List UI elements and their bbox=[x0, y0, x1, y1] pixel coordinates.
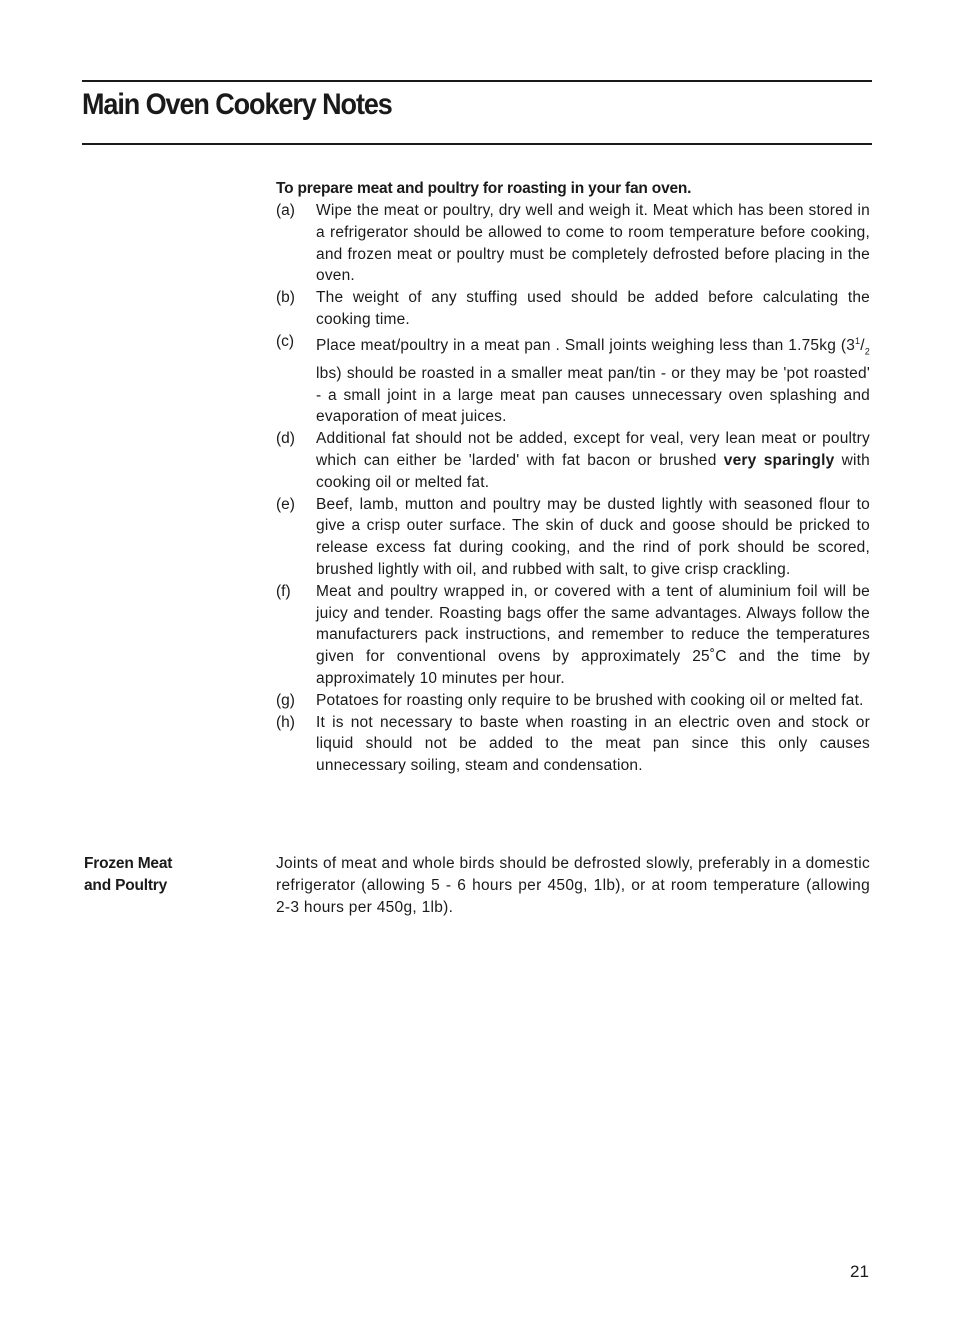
note-text-after: lbs) should be roasted in a smaller meat pan/tin - or they may be 'pot roasted' - a small joint in a large meat pan causes unnecessary oven splashing and evaporation of meat juices. bbox=[316, 364, 870, 426]
note-marker: (h) bbox=[276, 713, 295, 731]
frozen-label-line1: Frozen Meat bbox=[84, 855, 173, 872]
note-marker: (b) bbox=[276, 289, 295, 307]
roasting-notes-list bbox=[276, 200, 870, 777]
note-text: It is not necessary to baste when roasting in an electric oven and stock or liquid should not be added to the meat pan since this only causes unnecessary soiling, steam and condensation. bbox=[316, 713, 870, 775]
fraction-denominator: 2 bbox=[864, 346, 870, 357]
note-text: The weight of any stuffing used should be added before calculating the cooking time. bbox=[316, 289, 870, 328]
page-title: Main Oven Cookery Notes bbox=[82, 88, 392, 121]
note-marker: (c) bbox=[276, 332, 295, 350]
note-e bbox=[276, 494, 870, 581]
note-text: Meat and poultry wrapped in, or covered with a tent of aluminium foil will be juicy and tender. Roasting bags offer the same advantages. Always follow the manufacturers pack instructions, and remember to reduce the temperatures given for conventional ovens by approximately 25˚C and the time by approximately 10 minutes per hour. bbox=[316, 582, 870, 687]
note-a bbox=[276, 200, 870, 287]
note-h bbox=[276, 712, 870, 777]
note-text-before: Place meat/poultry in a meat pan . Small joints weighing less than 1.75kg (3 bbox=[316, 336, 856, 354]
note-b bbox=[276, 287, 870, 331]
fraction-slash: / bbox=[860, 336, 865, 354]
note-marker: (g) bbox=[276, 691, 295, 709]
note-text: Potatoes for roasting only require to be brushed with cooking oil or melted fat. bbox=[316, 691, 864, 709]
fraction-numerator: 1 bbox=[855, 335, 861, 346]
note-d bbox=[276, 428, 870, 493]
note-marker: (f) bbox=[276, 582, 291, 600]
note-text: Wipe the meat or poultry, dry well and weigh it. Meat which has been stored in a refrigerator should be allowed to come to room temperature before cooking, and frozen meat or poultry must be completely defrosted before placing in the oven. bbox=[316, 202, 870, 285]
note-f bbox=[276, 581, 870, 690]
frozen-section-label bbox=[84, 853, 254, 897]
note-text bbox=[316, 331, 870, 428]
note-text-after: with cooking oil or melted fat. bbox=[316, 452, 870, 491]
page-number: 21 bbox=[850, 1262, 869, 1281]
emphasis-text: very sparingly bbox=[723, 452, 835, 470]
note-g bbox=[276, 690, 870, 712]
note-text: Beef, lamb, mutton and poultry may be dusted lightly with seasoned flour to give a crisp outer surface. The skin of duck and goose should be pricked to release excess fat during cooking, and the rind of pork should be scored, brushed lightly with oil, and rubbed with salt, to give crisp crackling. bbox=[316, 495, 870, 578]
note-marker: (a) bbox=[276, 202, 295, 219]
frozen-paragraph: Joints of meat and whole birds should be defrosted slowly, preferably in a domestic refrigerator (allowing 5 - 6 hours per 450g, 1lb), or at room temperature (allowing 2-3 hours per 450g, 1lb). bbox=[276, 855, 870, 916]
note-c bbox=[276, 331, 870, 428]
note-marker: (d) bbox=[276, 430, 295, 448]
note-marker: (e) bbox=[276, 495, 295, 513]
bottom-rule bbox=[82, 143, 872, 145]
frozen-label-line2: and Poultry bbox=[84, 877, 168, 894]
note-text-before: Additional fat should not be added, except for veal, very lean meat or poultry which can either be 'larded' with fat bacon or brushed bbox=[316, 430, 870, 470]
top-rule bbox=[82, 80, 872, 82]
roasting-heading: To prepare meat and poultry for roasting in your fan oven. bbox=[276, 180, 692, 197]
note-text bbox=[316, 428, 870, 493]
